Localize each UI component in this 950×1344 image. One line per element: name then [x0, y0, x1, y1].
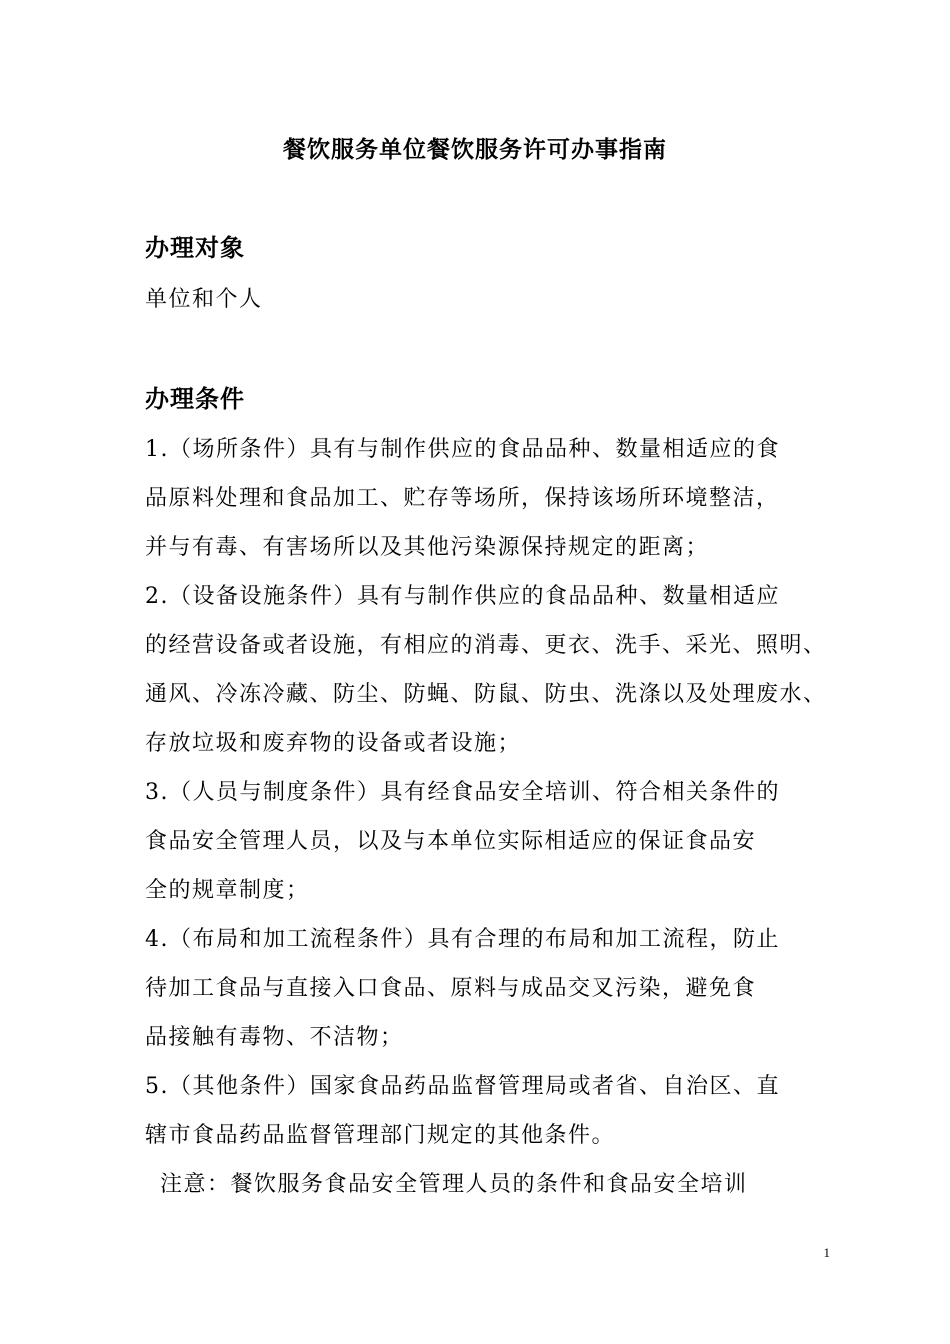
condition-line: 存放垃圾和废弃物的设备或者设施；: [145, 731, 522, 756]
condition-line: 1.（场所条件）具有与制作供应的食品品种、数量相适应的食: [145, 437, 780, 462]
target-body: 单位和个人: [145, 287, 263, 312]
section-heading-target: 办理对象: [145, 233, 245, 262]
section-heading-conditions: 办理条件: [145, 384, 245, 413]
condition-line: 3.（人员与制度条件）具有经食品安全培训、符合相关条件的: [145, 780, 780, 805]
page-number: 1: [823, 1245, 830, 1260]
condition-line: 食品安全管理人员，以及与本单位实际相适应的保证食品安: [145, 829, 757, 854]
condition-line: 并与有毒、有害场所以及其他污染源保持规定的距离；: [145, 535, 710, 560]
document-title: 餐饮服务单位餐饮服务许可办事指南: [283, 136, 667, 163]
condition-line: 品原料处理和食品加工、贮存等场所，保持该场所环境整洁，: [145, 486, 780, 511]
condition-line: 2.（设备设施条件）具有与制作供应的食品品种、数量相适应: [145, 584, 780, 609]
condition-line: 待加工食品与直接入口食品、原料与成品交叉污染，避免食: [145, 976, 757, 1001]
condition-line: 全的规章制度；: [145, 878, 310, 903]
condition-line: 通风、冷冻冷藏、防尘、防蝇、防鼠、防虫、洗涤以及处理废水、: [145, 682, 827, 707]
condition-line: 辖市食品药品监督管理部门规定的其他条件。: [145, 1123, 616, 1148]
condition-line: 4.（布局和加工流程条件）具有合理的布局和加工流程，防止: [145, 927, 780, 952]
condition-line: 5.（其他条件）国家食品药品监督管理局或者省、自治区、直: [145, 1074, 780, 1099]
condition-line: 的经营设备或者设施，有相应的消毒、更衣、洗手、采光、照明、: [145, 633, 827, 658]
conditions-note: 注意：餐饮服务食品安全管理人员的条件和食品安全培训: [160, 1172, 748, 1197]
condition-line: 品接触有毒物、不洁物；: [145, 1025, 404, 1050]
